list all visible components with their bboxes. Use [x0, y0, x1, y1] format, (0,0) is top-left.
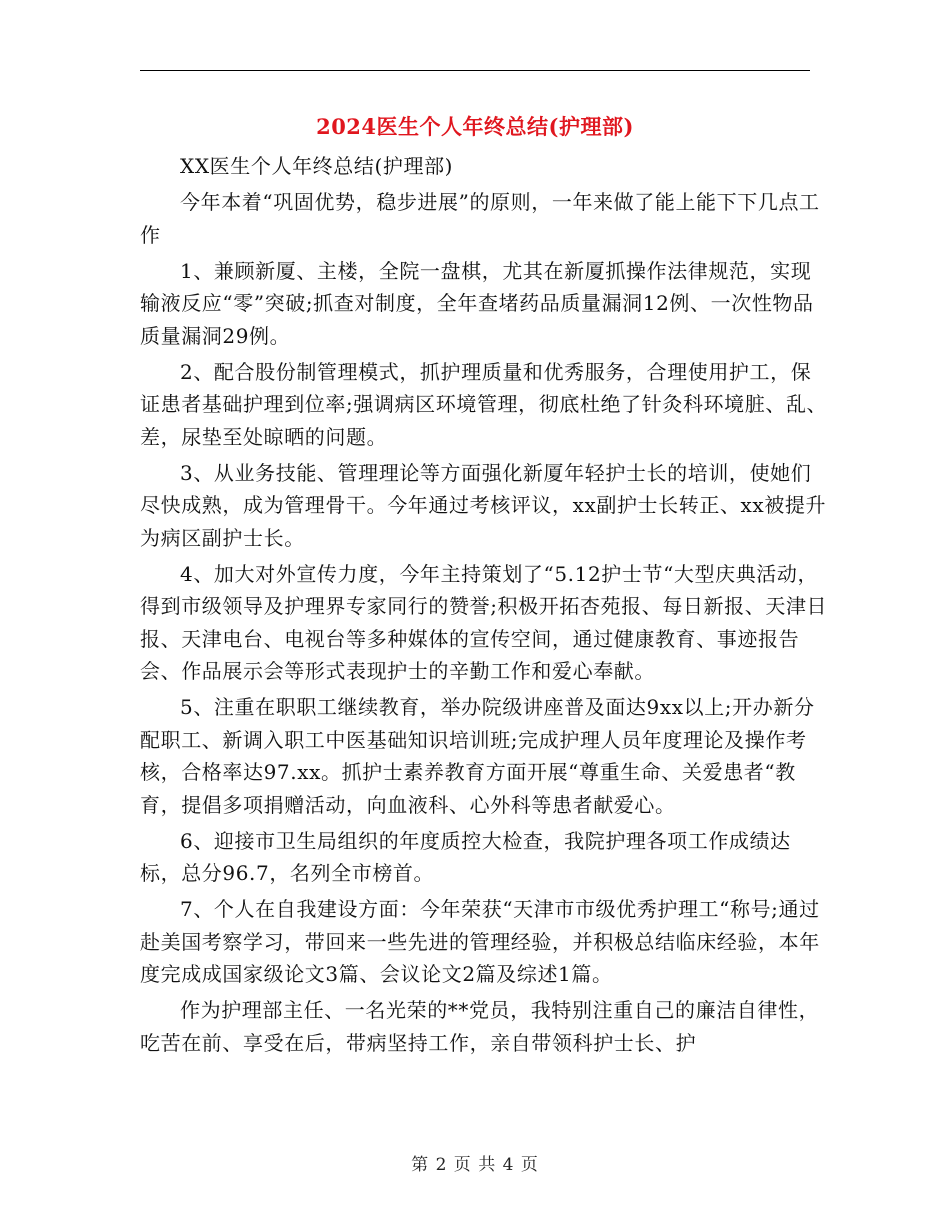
- document-subtitle: XX医生个人年终总结(护理部): [180, 154, 454, 178]
- paragraph-item-5: 5、注重在职职工继续教育，举办院级讲座普及面达9xx以上;开办新分配职工、新调入职工中医基础知识培训班;完成护理人员年度理论及操作考核，合格率达97.xx。抓护士素养教育方面开展“尊重生命、关爱患者“教育，提倡多项捐赠活动，向血液科、心外科等患者献爱心。: [140, 695, 815, 817]
- paragraph-item-2: 2、配合股份制管理模式，抓护理质量和优秀服务，合理使用护工，保证患者基础护理到位率;强调病区环境管理，彻底杜绝了针灸科环境脏、乱、差，尿垫至处晾晒的问题。: [140, 359, 828, 449]
- paragraph-item-4: 4、加大对外宣传力度，今年主持策划了“5.12护士节“大型庆典活动，得到市级领导及护理界专家同行的赞誉;积极开拓杏苑报、每日新报、天津日报、天津电台、电视台等多种媒体的宣传空间，通过健康教育、事迹报告会、作品展示会等形式表现护士的辛勤工作和爱心奉献。: [140, 561, 828, 683]
- page-number: 第 2 页 共 4 页: [411, 1155, 539, 1175]
- paragraph-item-7: 7、个人在自我建设方面：今年荣获“天津市市级优秀护理工“称号;通过赴美国考察学习，带回来一些先进的管理经验，并积极总结临床经验，本年度完成成国家级论文3篇、会议论文2篇及综述1篇。: [140, 897, 820, 986]
- paragraph-item-3: 3、从业务技能、管理理论等方面强化新厦年轻护士长的培训，使她们尽快成熟，成为管理骨干。今年通过考核评议，xx副护士长转正、xx被提升为病区副护士长。: [140, 460, 827, 550]
- paragraph-closing: 作为护理部主任、一名光荣的**党员，我特别注重自己的廉洁自律性，吃苦在前、享受在后，带病坚持工作，亲自带领科护士长、护: [140, 998, 820, 1055]
- paragraph-item-1: 1、兼顾新厦、主楼，全院一盘棋，尤其在新厦抓操作法律规范，实现输液反应“零”突破;抓查对制度，全年查堵药品质量漏洞12例、一次性物品质量漏洞29例。: [140, 258, 814, 348]
- document-body: [140, 150, 830, 1059]
- paragraph-intro: 今年本着“巩固优势，稳步进展”的原则，一年来做了能上能下下几点工作: [140, 190, 820, 247]
- header-rule: [140, 70, 810, 71]
- document-title: 2024医生个人年终总结(护理部): [316, 114, 634, 139]
- paragraph-item-6: 6、迎接市卫生局组织的年度质控大检查，我院护理各项工作成绩达标，总分96.7，名列全市榜首。: [140, 828, 791, 885]
